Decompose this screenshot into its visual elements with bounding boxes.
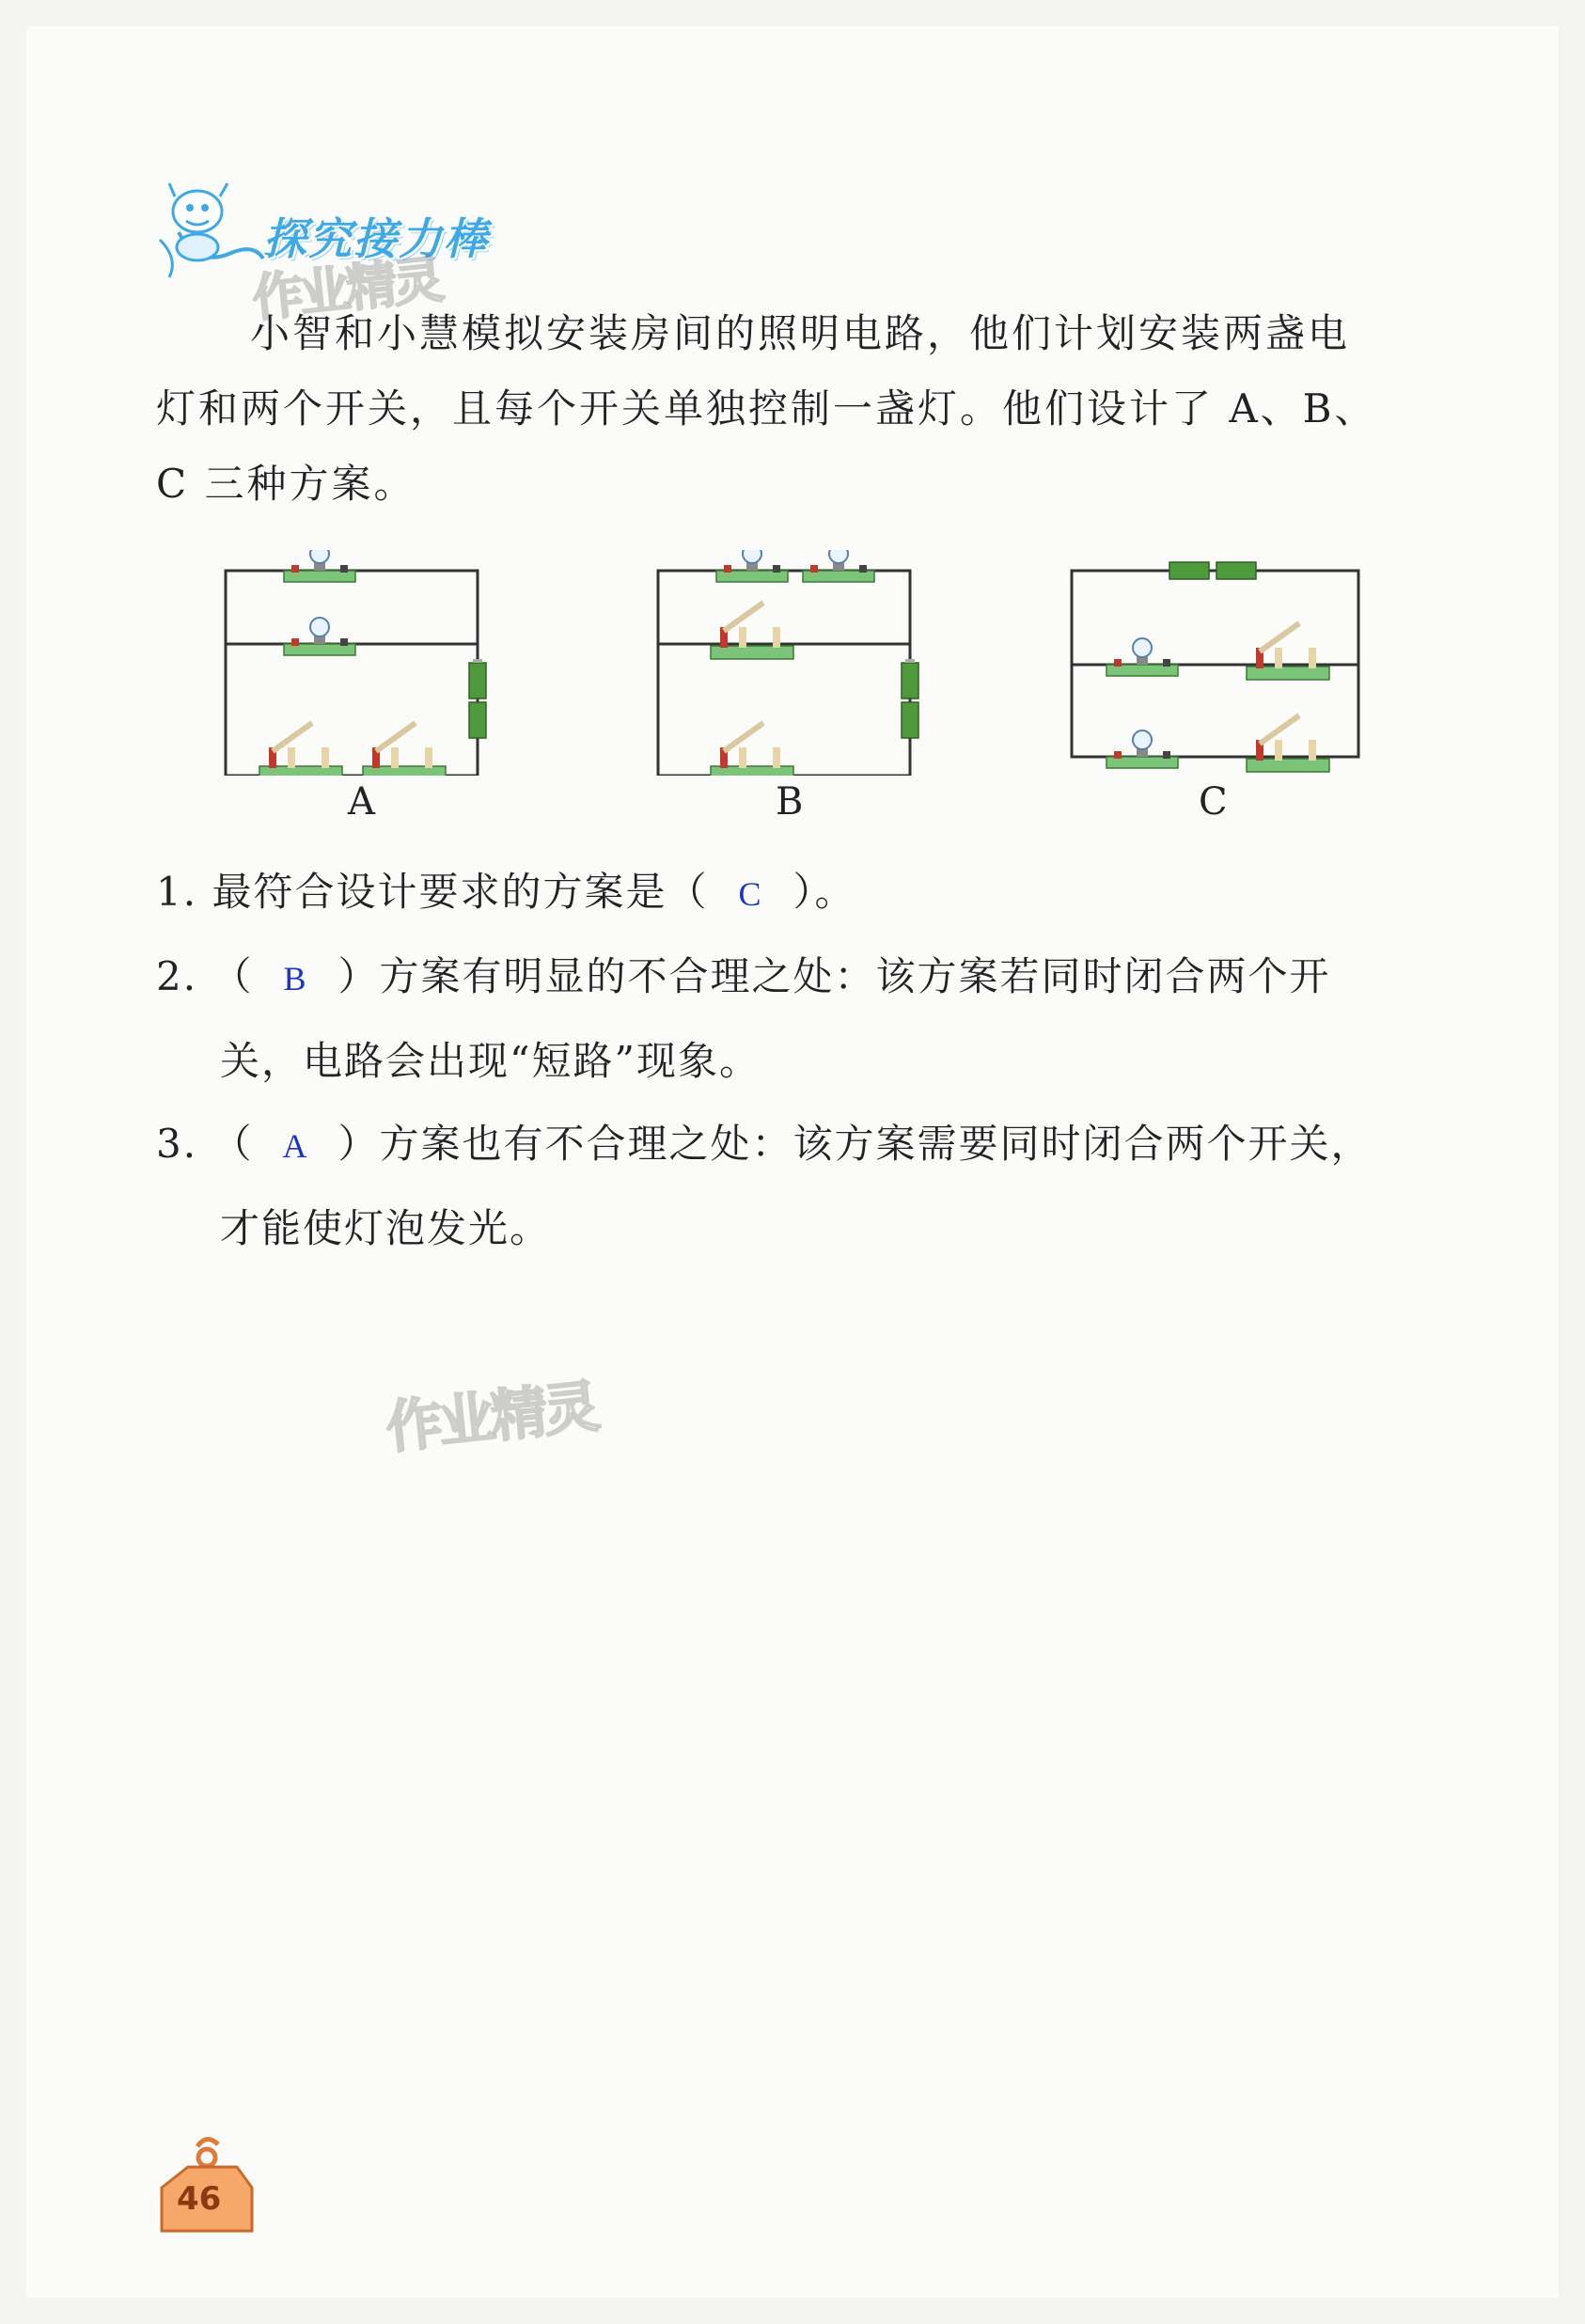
- questions: [156, 851, 1435, 1270]
- circuit-c: [1072, 562, 1358, 772]
- answer-field[interactable]: B: [283, 960, 308, 997]
- intro-line-1: 小智和小慧模拟安装房间的照明电路，他们计划安装两盏电: [250, 310, 1351, 356]
- circuit-b: [658, 550, 918, 776]
- bulb-icon: [716, 550, 788, 582]
- page-number: 46: [177, 2180, 222, 2218]
- answer-field[interactable]: A: [282, 1127, 309, 1165]
- switch-icon: [363, 723, 446, 776]
- question-text: ）方案也有不合理之处：该方案需要同时闭合两个开关，: [337, 1121, 1373, 1167]
- bulb-icon: [284, 618, 355, 655]
- circuit-svg: [207, 550, 1429, 776]
- question-number: 1.: [156, 869, 198, 915]
- switch-icon: [1247, 715, 1329, 772]
- page-number-badge: [150, 2129, 263, 2242]
- question-text: 最符合设计要求的方案是（: [212, 869, 709, 915]
- question-1: [156, 851, 1435, 935]
- watermark: 作业精灵: [249, 249, 444, 329]
- watermark: 作业精灵: [383, 1374, 600, 1462]
- question-text: （: [212, 1121, 254, 1167]
- intro-paragraph: [156, 296, 1416, 522]
- question-2: [156, 935, 1435, 1103]
- battery-icon: [902, 659, 918, 738]
- circuit-diagrams: [207, 550, 1429, 841]
- switch-icon: [1247, 623, 1329, 680]
- bulb-icon: [1106, 638, 1178, 676]
- question-number: 2.: [156, 953, 198, 999]
- circuit-a: [226, 550, 486, 776]
- question-text-continued: 才能使灯泡发光。: [220, 1205, 552, 1251]
- question-3: [156, 1103, 1435, 1270]
- bulb-icon: [1106, 730, 1178, 768]
- question-text: （: [212, 953, 254, 999]
- bulb-icon: [803, 550, 874, 582]
- circuit-label-c: C: [1199, 780, 1228, 824]
- switch-icon: [711, 723, 793, 776]
- intro-line-3: C 三种方案。: [156, 461, 416, 507]
- section-title: 探究接力棒: [263, 213, 489, 264]
- answer-field[interactable]: C: [738, 875, 763, 913]
- intro-line-2: 灯和两个开关，且每个开关单独控制一盏灯。他们设计了 A、B、: [156, 385, 1377, 432]
- question-text: ）。: [792, 869, 856, 915]
- question-text: ）方案有明显的不合理之处：该方案若同时闭合两个开: [337, 953, 1331, 999]
- circuit-label-a: A: [348, 780, 375, 824]
- battery-icon: [469, 659, 486, 738]
- bulb-icon: [284, 550, 355, 582]
- circuit-label-b: B: [776, 780, 804, 824]
- question-text-continued: 关，电路会出现“短路”现象。: [220, 1038, 761, 1084]
- question-number: 3.: [156, 1121, 198, 1167]
- switch-icon: [259, 723, 342, 776]
- switch-icon: [711, 603, 793, 659]
